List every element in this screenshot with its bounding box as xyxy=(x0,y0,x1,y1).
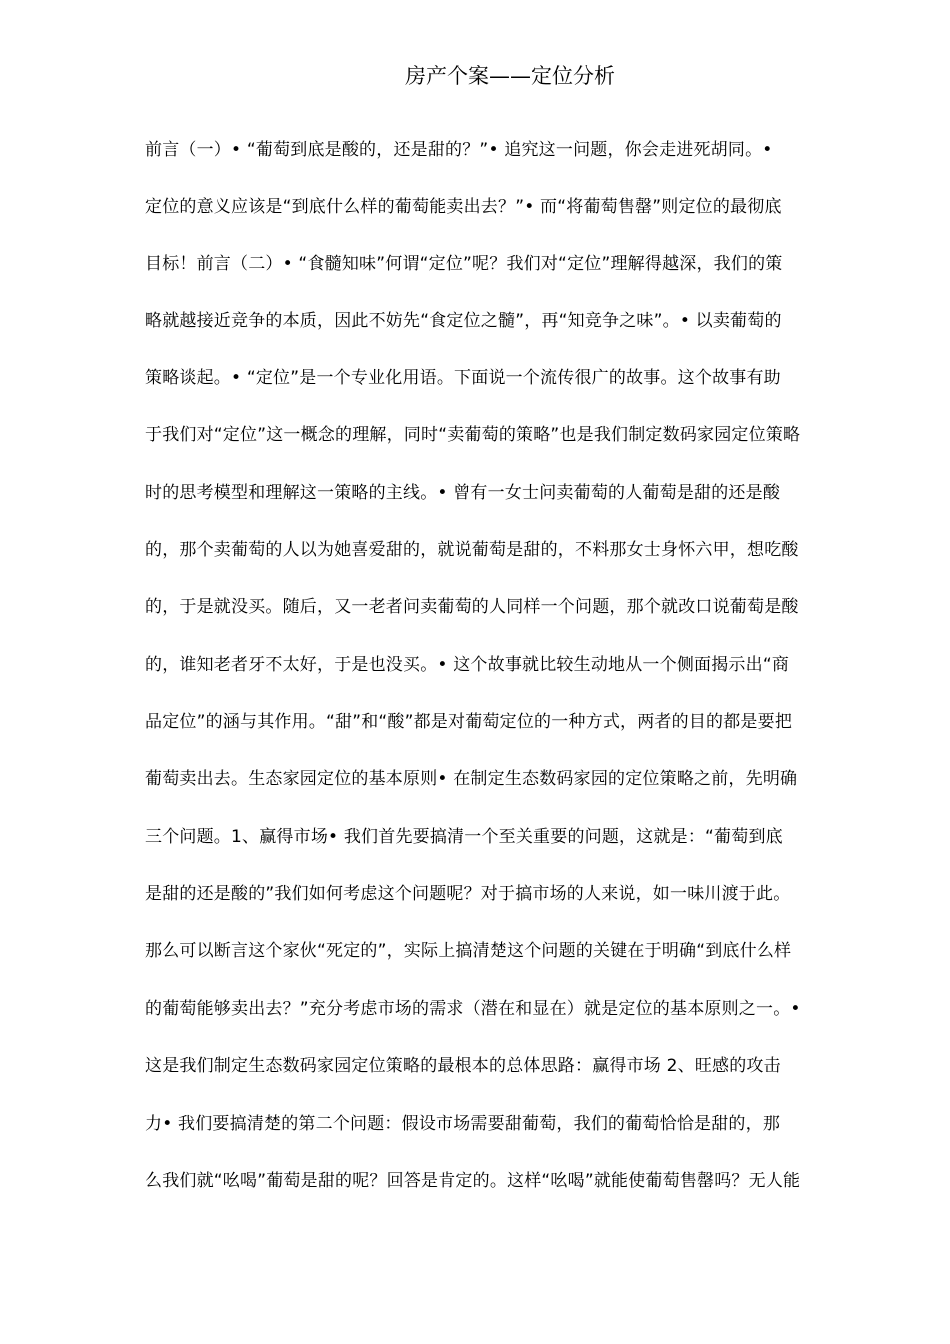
body-line-19: 么我们就“吆喝”葡萄是甜的呢？回答是肯定的。这样“吆喝”就能使葡萄售罄吗？无人能 xyxy=(145,1171,801,1191)
body-line-1: 前言（一）• “葡萄到底是酸的，还是甜的？”• 追究这一问题，你会走进死胡同。• xyxy=(145,140,773,160)
body-line-7: 时的思考模型和理解这一策略的主线。• 曾有一女士问卖葡萄的人葡萄是甜的还是酸 xyxy=(145,483,781,503)
body-line-9: 的，于是就没买。随后，又一老者问卖葡萄的人同样一个问题，那个就改口说葡萄是酸 xyxy=(145,597,799,617)
body-line-11: 品定位”的涵与其作用。“甜”和“酸”都是对葡萄定位的一种方式，两者的目的都是要把 xyxy=(145,712,793,732)
body-line-8: 的，那个卖葡萄的人以为她喜爱甜的，就说葡萄是甜的，不料那女士身怀六甲，想吃酸 xyxy=(145,540,799,560)
body-line-15: 那么可以断言这个家伙“死定的”，实际上搞清楚这个问题的关键在于明确“到底什么样 xyxy=(145,941,792,961)
body-line-4: 略就越接近竞争的本质，因此不妨先“食定位之髓”，再“知竞争之味”。• 以卖葡萄的 xyxy=(145,311,782,331)
body-line-13: 三个问题。1、赢得市场• 我们首先要搞清一个至关重要的问题，这就是：“葡萄到底 xyxy=(145,827,783,847)
body-line-2: 定位的意义应该是“到底什么样的葡萄能卖出去？”• 而“将葡萄售罄”则定位的最彻底 xyxy=(145,197,782,217)
body-line-3: 目标！前言（二）• “食髓知味”何谓“定位”呢？我们对“定位”理解得越深，我们的策 xyxy=(145,254,783,274)
body-line-14: 是甜的还是酸的”我们如何考虑这个问题呢？对于搞市场的人来说，如一味川渡于此。 xyxy=(145,884,791,904)
document-title: 房产个案——定位分析 xyxy=(405,64,615,88)
body-line-5: 策略谈起。• “定位”是一个专业化用语。下面说一个流传很广的故事。这个故事有助 xyxy=(145,368,781,388)
body-line-12: 葡萄卖出去。生态家园定位的基本原则• 在制定生态数码家园的定位策略之前，先明确 xyxy=(145,769,798,789)
body-line-10: 的，谁知老者牙不太好，于是也没买。• 这个故事就比较生动地从一个侧面揭示出“商 xyxy=(145,655,790,675)
body-line-17: 这是我们制定生态数码家园定位策略的最根本的总体思路：赢得市场 2、旺感的攻击 xyxy=(145,1056,781,1076)
body-line-16: 的葡萄能够卖出去？”充分考虑市场的需求（潜在和显在）就是定位的基本原则之一。• xyxy=(145,999,801,1019)
body-line-18: 力• 我们要搞清楚的第二个问题：假设市场需要甜葡萄，我们的葡萄恰恰是甜的，那 xyxy=(145,1114,781,1134)
body-line-6: 于我们对“定位”这一概念的理解，同时“卖葡萄的策略”也是我们制定数码家园定位策略 xyxy=(145,425,801,445)
